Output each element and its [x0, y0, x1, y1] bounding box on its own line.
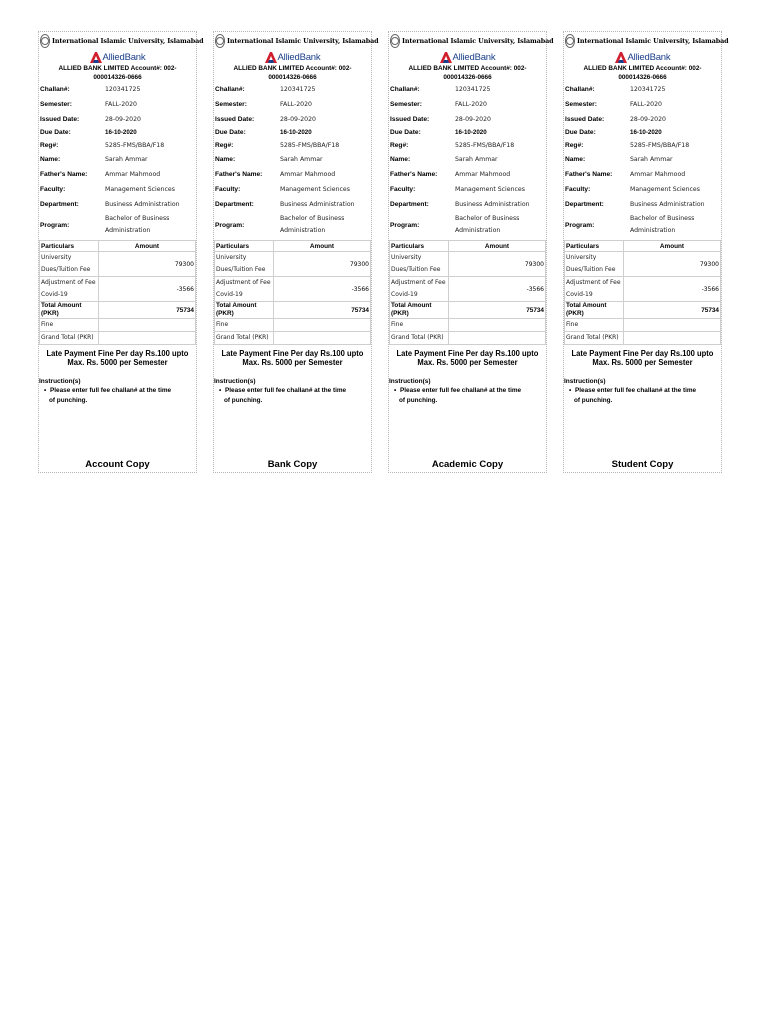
total-amount-label: Total Amount (PKR)	[390, 302, 449, 319]
bank-logo	[389, 50, 546, 64]
issued-date-value: 28-09-2020	[105, 115, 141, 123]
fine-label: Fine	[215, 319, 274, 332]
instruction-line-2: of punching.	[574, 397, 613, 404]
department-label: Department:	[565, 201, 604, 208]
late-payment-notice: Late Payment Fine Per day Rs.100 upto Max. Rs. 5000 per Semester	[221, 349, 364, 367]
bank-name: AlliedBank	[102, 51, 146, 63]
grand-total-label: Grand Total (PKR)	[40, 332, 99, 345]
department-value: Business Administration	[455, 201, 530, 208]
university-header	[214, 32, 379, 50]
instruction-line-1: Please enter full fee challan# at the time	[575, 387, 697, 394]
due-date-value: 16-10-2020	[280, 128, 312, 136]
challan-copy-3	[388, 31, 554, 473]
account-number	[389, 64, 546, 82]
university-name: International Islamic University, Islamabad	[577, 37, 729, 45]
university-name: International Islamic University, Islamabad	[402, 37, 554, 45]
student-info-table	[39, 82, 196, 238]
tuition-label: University Dues/Tuition Fee	[565, 252, 624, 277]
university-seal-icon	[390, 34, 400, 48]
challan-label: Challan#:	[565, 86, 595, 93]
university-seal-icon	[215, 34, 225, 48]
faculty-value: Management Sciences	[280, 186, 350, 193]
instruction-item	[389, 386, 546, 406]
challan-label: Challan#:	[40, 86, 70, 93]
program-label: Program:	[40, 221, 70, 229]
department-value: Business Administration	[105, 201, 180, 208]
fine-label: Fine	[390, 319, 449, 332]
semester-label: Semester:	[565, 101, 597, 108]
account-line-2: 000014326-0666	[93, 74, 142, 81]
father-name-label: Father's Name:	[565, 171, 613, 178]
account-number	[214, 64, 371, 82]
challan-value: 120341725	[105, 86, 141, 93]
account-line-2: 000014326-0666	[268, 74, 317, 81]
tuition-label: University Dues/Tuition Fee	[215, 252, 274, 277]
bank-name: AlliedBank	[627, 51, 671, 63]
copy-label: Student Copy	[611, 459, 674, 470]
total-amount-value: 75734	[99, 302, 196, 319]
instruction-item	[214, 386, 371, 406]
issued-date-value: 28-09-2020	[630, 115, 666, 123]
instruction-line-2: of punching.	[49, 397, 88, 404]
name-value: Sarah Ammar	[630, 156, 673, 163]
account-line-1: ALLIED BANK LIMITED Account#: 002-	[58, 65, 177, 72]
tuition-label: University Dues/Tuition Fee	[40, 252, 99, 277]
reg-value: 5285-FMS/BBA/F18	[630, 141, 690, 149]
reg-value: 5285-FMS/BBA/F18	[105, 141, 165, 149]
challan-copy-2	[213, 31, 379, 473]
tuition-label: University Dues/Tuition Fee	[390, 252, 449, 277]
tuition-amount: 79300	[99, 252, 196, 277]
allied-bank-logo-icon	[615, 52, 627, 63]
reg-label: Reg#:	[390, 141, 409, 149]
reg-value: 5285-FMS/BBA/F18	[280, 141, 340, 149]
university-header	[564, 32, 729, 50]
instructions-heading: Instruction(s)	[389, 378, 431, 385]
challan-copy-4	[563, 31, 729, 473]
challan-value: 120341725	[630, 86, 666, 93]
amount-header: Amount	[624, 241, 721, 252]
university-name: International Islamic University, Islamabad	[52, 37, 204, 45]
account-line-1: ALLIED BANK LIMITED Account#: 002-	[233, 65, 352, 72]
faculty-label: Faculty:	[40, 186, 66, 193]
total-amount-label: Total Amount (PKR)	[565, 302, 624, 319]
allied-bank-logo-icon	[440, 52, 452, 63]
name-label: Name:	[565, 156, 586, 163]
program-value: Bachelor of Business Administration	[280, 215, 345, 234]
bank-name: AlliedBank	[452, 51, 496, 63]
program-value: Bachelor of Business Administration	[105, 215, 170, 234]
faculty-value: Management Sciences	[455, 186, 525, 193]
copy-label: Academic Copy	[431, 459, 504, 470]
student-info-table	[389, 82, 546, 238]
father-name-label: Father's Name:	[390, 171, 438, 178]
account-line-1: ALLIED BANK LIMITED Account#: 002-	[583, 65, 702, 72]
bank-name: AlliedBank	[277, 51, 321, 63]
student-info-table	[564, 82, 721, 238]
fine-amount	[274, 319, 371, 332]
account-line-1: ALLIED BANK LIMITED Account#: 002-	[408, 65, 527, 72]
amount-header: Amount	[99, 241, 196, 252]
instructions-heading: Instruction(s)	[564, 378, 606, 385]
particulars-header: Particulars	[40, 241, 99, 252]
student-info-table	[214, 82, 371, 238]
faculty-value: Management Sciences	[630, 186, 700, 193]
bank-logo	[564, 50, 721, 64]
instruction-item	[564, 386, 721, 406]
challan-value: 120341725	[455, 86, 491, 93]
grand-total-amount	[99, 332, 196, 345]
university-seal-icon	[565, 34, 575, 48]
instructions-heading: Instruction(s)	[214, 378, 256, 385]
account-number	[564, 64, 721, 82]
department-value: Business Administration	[630, 201, 705, 208]
semester-value: FALL-2020	[455, 101, 487, 108]
total-amount-value: 75734	[274, 302, 371, 319]
father-name-value: Ammar Mahmood	[455, 171, 511, 178]
name-value: Sarah Ammar	[280, 156, 323, 163]
name-label: Name:	[40, 156, 61, 163]
program-label: Program:	[215, 221, 245, 229]
bank-logo	[39, 50, 196, 64]
bullet-icon: •	[394, 387, 397, 394]
fee-table	[39, 240, 196, 345]
tuition-amount: 79300	[624, 252, 721, 277]
program-value: Bachelor of Business Administration	[455, 215, 520, 234]
challan-value: 120341725	[280, 86, 316, 93]
total-amount-label: Total Amount (PKR)	[215, 302, 274, 319]
semester-value: FALL-2020	[105, 101, 137, 108]
total-amount-label: Total Amount (PKR)	[40, 302, 99, 319]
semester-label: Semester:	[390, 101, 422, 108]
account-line-2: 000014326-0666	[618, 74, 667, 81]
amount-header: Amount	[274, 241, 371, 252]
tuition-amount: 79300	[449, 252, 546, 277]
fine-label: Fine	[565, 319, 624, 332]
due-date-value: 16-10-2020	[105, 128, 137, 136]
instruction-line-1: Please enter full fee challan# at the time	[225, 387, 347, 394]
faculty-value: Management Sciences	[105, 186, 175, 193]
name-label: Name:	[390, 156, 411, 163]
bullet-icon: •	[569, 387, 572, 394]
faculty-label: Faculty:	[215, 186, 241, 193]
fee-table	[564, 240, 721, 345]
adjustment-label: Adjustment of Fee Covid-19	[215, 277, 274, 302]
adjustment-label: Adjustment of Fee Covid-19	[565, 277, 624, 302]
due-date-value: 16-10-2020	[630, 128, 662, 136]
bullet-icon: •	[44, 387, 47, 394]
fine-amount	[449, 319, 546, 332]
instruction-line-2: of punching.	[224, 397, 263, 404]
due-date-label: Due Date:	[565, 128, 596, 136]
fee-table	[389, 240, 546, 345]
late-payment-notice: Late Payment Fine Per day Rs.100 upto Max. Rs. 5000 per Semester	[571, 349, 714, 367]
instructions-heading: Instruction(s)	[39, 378, 81, 385]
semester-label: Semester:	[215, 101, 247, 108]
grand-total-amount	[274, 332, 371, 345]
bank-logo	[214, 50, 371, 64]
instruction-item	[39, 386, 196, 406]
issued-date-label: Issued Date:	[40, 115, 80, 123]
semester-label: Semester:	[40, 101, 72, 108]
due-date-label: Due Date:	[215, 128, 246, 136]
grand-total-label: Grand Total (PKR)	[390, 332, 449, 345]
late-payment-notice: Late Payment Fine Per day Rs.100 upto Max. Rs. 5000 per Semester	[46, 349, 189, 367]
department-value: Business Administration	[280, 201, 355, 208]
instruction-line-2: of punching.	[399, 397, 438, 404]
challan-label: Challan#:	[215, 86, 245, 93]
father-name-label: Father's Name:	[215, 171, 263, 178]
late-payment-notice: Late Payment Fine Per day Rs.100 upto Max. Rs. 5000 per Semester	[396, 349, 539, 367]
account-line-2: 000014326-0666	[443, 74, 492, 81]
copy-label: Account Copy	[85, 459, 150, 470]
amount-header: Amount	[449, 241, 546, 252]
allied-bank-logo-icon	[265, 52, 277, 63]
faculty-label: Faculty:	[390, 186, 416, 193]
reg-value: 5285-FMS/BBA/F18	[455, 141, 515, 149]
adjustment-amount: -3566	[449, 277, 546, 302]
reg-label: Reg#:	[215, 141, 234, 149]
department-label: Department:	[40, 201, 79, 208]
fee-table	[214, 240, 371, 345]
department-label: Department:	[390, 201, 429, 208]
tuition-amount: 79300	[274, 252, 371, 277]
instruction-line-1: Please enter full fee challan# at the time	[50, 387, 172, 394]
father-name-value: Ammar Mahmood	[630, 171, 686, 178]
particulars-header: Particulars	[565, 241, 624, 252]
father-name-value: Ammar Mahmood	[105, 171, 161, 178]
challan-label: Challan#:	[390, 86, 420, 93]
program-label: Program:	[390, 221, 420, 229]
grand-total-amount	[624, 332, 721, 345]
copy-label: Bank Copy	[267, 459, 318, 470]
instruction-line-1: Please enter full fee challan# at the time	[400, 387, 522, 394]
name-value: Sarah Ammar	[105, 156, 148, 163]
semester-value: FALL-2020	[630, 101, 662, 108]
semester-value: FALL-2020	[280, 101, 312, 108]
total-amount-value: 75734	[624, 302, 721, 319]
issued-date-value: 28-09-2020	[280, 115, 316, 123]
adjustment-label: Adjustment of Fee Covid-19	[40, 277, 99, 302]
father-name-label: Father's Name:	[40, 171, 88, 178]
total-amount-value: 75734	[449, 302, 546, 319]
account-number	[39, 64, 196, 82]
grand-total-label: Grand Total (PKR)	[215, 332, 274, 345]
university-seal-icon	[40, 34, 50, 48]
challan-copy-1	[38, 31, 204, 473]
faculty-label: Faculty:	[565, 186, 591, 193]
university-header	[389, 32, 554, 50]
program-label: Program:	[565, 221, 595, 229]
reg-label: Reg#:	[40, 141, 59, 149]
adjustment-amount: -3566	[99, 277, 196, 302]
allied-bank-logo-icon	[90, 52, 102, 63]
adjustment-amount: -3566	[274, 277, 371, 302]
issued-date-label: Issued Date:	[390, 115, 430, 123]
bullet-icon: •	[219, 387, 222, 394]
issued-date-label: Issued Date:	[215, 115, 255, 123]
grand-total-label: Grand Total (PKR)	[565, 332, 624, 345]
particulars-header: Particulars	[215, 241, 274, 252]
adjustment-label: Adjustment of Fee Covid-19	[390, 277, 449, 302]
university-header	[39, 32, 204, 50]
due-date-label: Due Date:	[40, 128, 71, 136]
adjustment-amount: -3566	[624, 277, 721, 302]
due-date-value: 16-10-2020	[455, 128, 487, 136]
issued-date-label: Issued Date:	[565, 115, 605, 123]
name-label: Name:	[215, 156, 236, 163]
fine-label: Fine	[40, 319, 99, 332]
university-name: International Islamic University, Islamabad	[227, 37, 379, 45]
grand-total-amount	[449, 332, 546, 345]
program-value: Bachelor of Business Administration	[630, 215, 695, 234]
particulars-header: Particulars	[390, 241, 449, 252]
issued-date-value: 28-09-2020	[455, 115, 491, 123]
department-label: Department:	[215, 201, 254, 208]
name-value: Sarah Ammar	[455, 156, 498, 163]
fine-amount	[99, 319, 196, 332]
reg-label: Reg#:	[565, 141, 584, 149]
due-date-label: Due Date:	[390, 128, 421, 136]
father-name-value: Ammar Mahmood	[280, 171, 336, 178]
fine-amount	[624, 319, 721, 332]
